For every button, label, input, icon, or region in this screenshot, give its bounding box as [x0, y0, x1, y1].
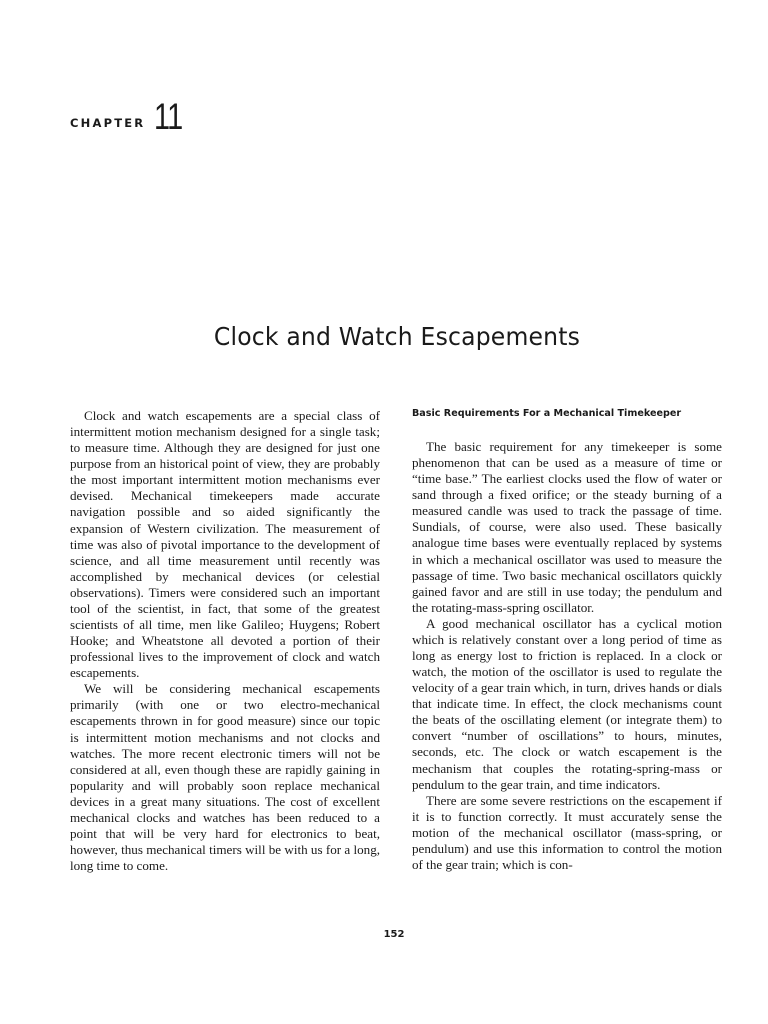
body-paragraph: The basic requirement for any timekeeper is some phenomenon that can be used as a measure of time or “time base.” The earliest clocks used the flow of water or sand through a fixed orifice; or the steady burning of a measured candle was used to track the passage of time. Sundials, of course, were also used. These basically analogue time bases were eventually replaced by systems in which a mechanical oscillator was used to measure the passage of time. Two basic mechanical oscillators quickly gained favor and are still in use today; the pendulum and the rotating-mass-spring oscillator. — [412, 439, 722, 615]
body-paragraph: There are some severe restrictions on the escapement if it is to function correctly. It must accurately sense the motion of the mechanical oscillator (mass-spring, or pendulum) and use this information to control the motion of the gear train; which is con- — [412, 792, 722, 873]
right-column — [412, 408, 722, 873]
body-paragraph: We will be considering mechanical escapements primarily (with one or two electro-mechanical escapements thrown in for good measure) since our topic is intermittent motion mechanisms and not clocks and watches. The more recent electronic timers will not be considered at all, even though these are rapidly gaining in popularity and will probably soon replace mechanical devices in a great many situations. The cost of excellent mechanical clocks and watches has been reduced to a point that will be very hard for electronics to beat, however, thus mechanical timers will be with us for a long, long time to come. — [70, 681, 381, 874]
chapter-number: 11 — [154, 96, 183, 137]
body-paragraph: A good mechanical oscillator has a cyclical motion which is relatively constant over a long period of time as long as energy lost to friction is replaced. In a clock or watch, the motion of the oscillator is used to regulate the velocity of a gear train which, in turn, drives hands or dials that indicate time. In effect, the clock mechanisms count the beats of the oscillating element (or integrate them) to convert “number of oscillations” to hours, minutes, seconds, etc. The clock or watch escapement is the mechanism that couples the rotating-spring-mass or pendulum to the gear train, and time indicators. — [412, 615, 722, 792]
chapter-word: CHAPTER — [70, 115, 146, 130]
left-column — [70, 408, 380, 874]
section-heading: Basic Requirements For a Mechanical Timekeeper — [412, 408, 682, 419]
chapter-title: Clock and Watch Escapements — [213, 322, 581, 351]
body-paragraph: Clock and watch escapements are a special class of intermittent motion mechanism designed for a single task; to measure time. Although they are designed for just one purpose from an historical point of view, they are probably the most important intermittent motion mechanisms ever devised. Mechanical timekeepers made accurate navigation possible and so aided significantly the expansion of Western civilization. The measurement of time was also of pivotal importance to the development of science, and all time measurement until recently was accomplished by mechanical devices (or celestial observations). Timers were considered such an important tool of the scientist, in fact, that some of the greatest scientists of all time, men like Galileo; Huygens; Robert Hooke; and Wheatstone all devoted a portion of their professional lives to the improvement of clock and watch escapements. — [70, 408, 380, 681]
chapter-label — [70, 98, 191, 135]
page-number: 152 — [383, 929, 405, 940]
